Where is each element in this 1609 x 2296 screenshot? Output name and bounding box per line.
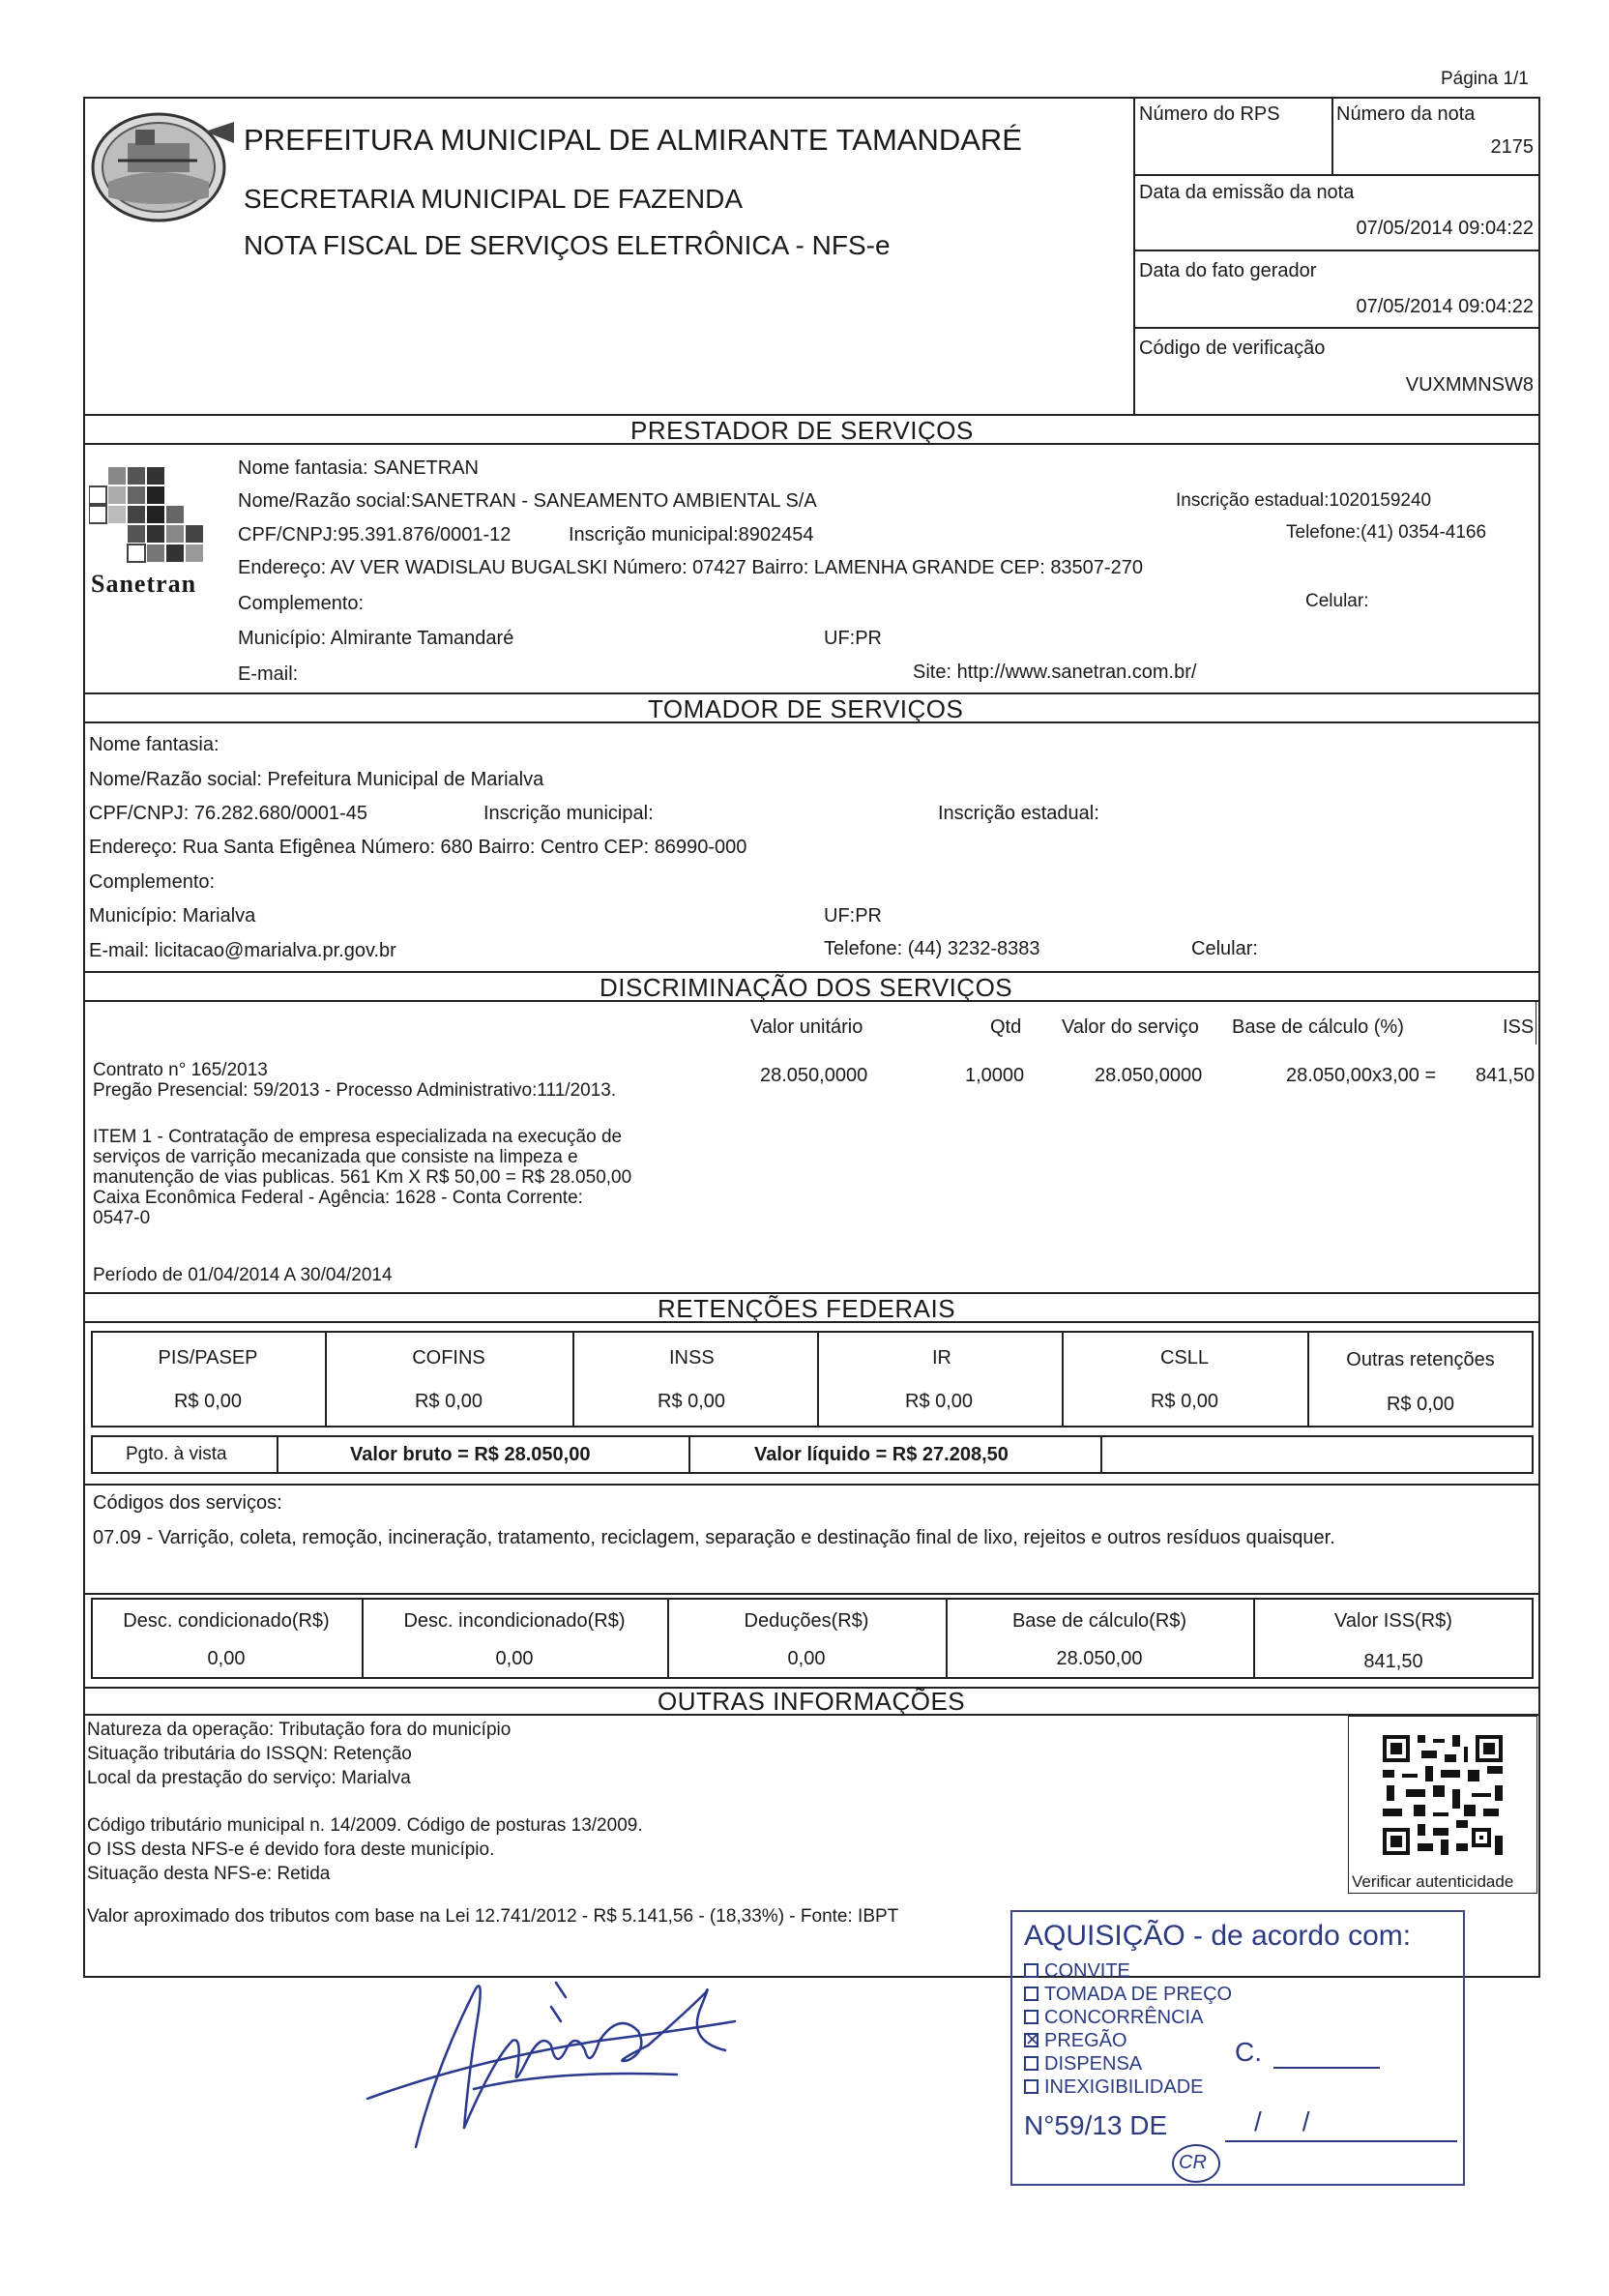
- header-secretaria: SECRETARIA MUNICIPAL DE FAZENDA: [244, 184, 744, 214]
- tributos-aproximados: Valor aproximado dos tributos com base na Lei 12.741/2012 - R$ 5.141,56 - (18,33%) - Fonte: IBPT: [87, 1906, 899, 1927]
- aquisicao-stamp: [1010, 1910, 1465, 2186]
- qtd-value: 1,0000: [965, 1065, 1025, 1086]
- discriminacao-line: Caixa Econômica Federal - Agência: 1628 - Conta Corrente:: [93, 1188, 583, 1208]
- tomador-email: E-mail: licitacao@marialva.pr.gov.br: [89, 940, 396, 961]
- prestador-nome-fantasia: Nome fantasia: SANETRAN: [238, 457, 479, 479]
- prestador-celular: Celular:: [1305, 591, 1369, 611]
- stamp-initials: CR: [1179, 2152, 1207, 2173]
- sanetran-logo-text: Sanetran: [91, 570, 197, 598]
- outras-line: O ISS desta NFS-e é devido fora deste município.: [87, 1840, 495, 1860]
- desc-incondicionado-label: Desc. incondicionado(R$): [403, 1610, 626, 1632]
- valor-bruto: Valor bruto = R$ 28.050,00: [350, 1444, 591, 1465]
- retencoes-title: RETENÇÕES FEDERAIS: [658, 1294, 956, 1323]
- signature-icon: [358, 1954, 764, 2166]
- tomador-cpf-cnpj: CPF/CNPJ: 76.282.680/0001-45: [89, 803, 367, 824]
- prestador-razao-social: Nome/Razão social:SANETRAN - SANEAMENTO AMBIENTAL S/A: [238, 490, 817, 512]
- inss-label: INSS: [669, 1347, 715, 1369]
- fato-gerador-label: Data do fato gerador: [1139, 260, 1317, 281]
- stamp-option-concorrencia: CONCORRÊNCIA: [1024, 2007, 1203, 2028]
- prestador-site: Site: http://www.sanetran.com.br/: [913, 662, 1197, 683]
- tomador-telefone: Telefone: (44) 3232-8383: [824, 938, 1040, 959]
- prestador-complemento: Complemento:: [238, 593, 365, 614]
- tomador-title: TOMADOR DE SERVIÇOS: [648, 694, 964, 723]
- cofins-value: R$ 0,00: [414, 1391, 483, 1412]
- tomador-uf: UF:PR: [824, 905, 882, 927]
- checkbox-pregao[interactable]: [1024, 2033, 1039, 2047]
- stamp-option-convite: CONVITE: [1024, 1960, 1130, 1982]
- col-base-calculo: Base de cálculo (%): [1232, 1016, 1404, 1038]
- discriminacao-title: DISCRIMINAÇÃO DOS SERVIÇOS: [600, 973, 1013, 1002]
- pis-pasep-label: PIS/PASEP: [158, 1347, 258, 1369]
- csll-value: R$ 0,00: [1150, 1391, 1219, 1412]
- tomador-endereco: Endereço: Rua Santa Efigênea Número: 680 Bairro: Centro CEP: 86990-000: [89, 837, 747, 858]
- stamp-option-pregao: ✕PREGÃO: [1024, 2030, 1127, 2051]
- col-valor-unitario: Valor unitário: [750, 1016, 863, 1038]
- outras-line: Situação desta NFS-e: Retida: [87, 1864, 331, 1884]
- discriminacao-periodo: Período de 01/04/2014 A 30/04/2014: [93, 1265, 393, 1285]
- prestador-insc-estadual: Inscrição estadual:1020159240: [1176, 490, 1432, 511]
- deducoes-label: Deduções(R$): [744, 1610, 869, 1632]
- stamp-c-label: C.: [1235, 2037, 1262, 2067]
- discriminacao-line: 0547-0: [93, 1208, 151, 1228]
- valor-unitario-value: 28.050,0000: [760, 1065, 868, 1086]
- base-calculo-value: 28.050,00x3,00 =: [1286, 1065, 1437, 1086]
- outras-informacoes-title: OUTRAS INFORMAÇÕES: [658, 1687, 966, 1716]
- codigos-label: Códigos dos serviços:: [93, 1492, 282, 1514]
- pis-pasep-value: R$ 0,00: [173, 1391, 243, 1412]
- discriminacao-line: Contrato n° 165/2013: [93, 1060, 268, 1080]
- desc-condicionado-label: Desc. condicionado(R$): [123, 1610, 330, 1632]
- stamp-numero: N°59/13 DE: [1024, 2110, 1168, 2140]
- tomador-insc-municipal: Inscrição municipal:: [483, 803, 654, 824]
- deducoes-value: 0,00: [787, 1648, 826, 1669]
- stamp-date-slashes: / /: [1254, 2106, 1310, 2136]
- nota-label: Número da nota: [1336, 103, 1476, 125]
- valor-iss-value: 841,50: [1363, 1651, 1423, 1672]
- tomador-celular: Celular:: [1191, 938, 1258, 959]
- col-iss: ISS: [1503, 1016, 1535, 1038]
- checkbox-inexigibilidade[interactable]: [1024, 2079, 1039, 2094]
- pgto-a-vista: Pgto. à vista: [126, 1444, 227, 1464]
- outras-line: Situação tributária do ISSQN: Retenção: [87, 1744, 412, 1764]
- prestador-insc-municipal: Inscrição municipal:8902454: [569, 524, 814, 545]
- prestador-municipio: Município: Almirante Tamandaré: [238, 628, 514, 649]
- valor-liquido: Valor líquido = R$ 27.208,50: [754, 1444, 1009, 1465]
- outras-line: Natureza da operação: Tributação fora do município: [87, 1720, 512, 1740]
- valor-iss-label: Valor ISS(R$): [1334, 1610, 1452, 1632]
- tomador-complemento: Complemento:: [89, 871, 216, 893]
- ir-label: IR: [932, 1347, 951, 1369]
- header-prefeitura: PREFEITURA MUNICIPAL DE ALMIRANTE TAMANDARÉ: [244, 123, 1022, 157]
- emissao-label: Data da emissão da nota: [1139, 182, 1355, 203]
- tomador-nome-fantasia: Nome fantasia:: [89, 734, 219, 755]
- outras-retencoes-value: R$ 0,00: [1386, 1394, 1455, 1415]
- fato-gerador-value: 07/05/2014 09:04:22: [1356, 296, 1534, 317]
- stamp-option-inexigibilidade: INEXIGIBILIDADE: [1024, 2076, 1204, 2098]
- municipal-seal-icon: [89, 104, 242, 225]
- verificacao-label: Código de verificação: [1139, 338, 1326, 359]
- prestador-telefone: Telefone:(41) 0354-4166: [1286, 522, 1487, 543]
- checkbox-dispensa[interactable]: [1024, 2056, 1039, 2071]
- verificacao-value: VUXMMNSW8: [1405, 374, 1534, 396]
- stamp-option-dispensa: DISPENSA: [1024, 2053, 1142, 2075]
- page-number: Página 1/1: [1441, 69, 1529, 89]
- prestador-uf: UF:PR: [824, 628, 882, 649]
- codigos-value: 07.09 - Varrição, coleta, remoção, incineração, tratamento, reciclagem, separação e destinação final de lixo, rejeitos e outros resíduos quaisquer.: [93, 1527, 1335, 1548]
- checkbox-concorrencia[interactable]: [1024, 2010, 1039, 2024]
- valor-servico-value: 28.050,0000: [1095, 1065, 1203, 1086]
- prestador-email: E-mail:: [238, 663, 299, 685]
- cofins-label: COFINS: [412, 1347, 485, 1369]
- outras-retencoes-label: Outras retenções: [1346, 1349, 1495, 1370]
- discriminacao-line: Pregão Presencial: 59/2013 - Processo Administrativo:111/2013.: [93, 1080, 617, 1101]
- outras-line: Local da prestação do serviço: Marialva: [87, 1768, 411, 1788]
- stamp-option-tomada: TOMADA DE PREÇO: [1024, 1984, 1232, 2005]
- outras-line: Código tributário municipal n. 14/2009. Código de posturas 13/2009.: [87, 1815, 643, 1836]
- prestador-endereco: Endereço: AV VER WADISLAU BUGALSKI Número: 07427 Bairro: LAMENHA GRANDE CEP: 83507-270: [238, 557, 1143, 578]
- tomador-municipio: Município: Marialva: [89, 905, 256, 927]
- qr-code-icon[interactable]: [1379, 1731, 1507, 1859]
- tomador-razao-social: Nome/Razão social: Prefeitura Municipal de Marialva: [89, 769, 544, 790]
- discriminacao-line: manutenção de vias publicas. 561 Km X R$ 50,00 = R$ 28.050,00: [93, 1167, 632, 1188]
- emissao-value: 07/05/2014 09:04:22: [1356, 218, 1534, 239]
- col-valor-servico: Valor do serviço: [1062, 1016, 1199, 1038]
- base-calculo-total-label: Base de cálculo(R$): [1011, 1610, 1187, 1632]
- checkbox-convite[interactable]: [1024, 1963, 1039, 1978]
- prestador-cpf-cnpj: CPF/CNPJ:95.391.876/0001-12: [238, 524, 512, 545]
- stamp-title: AQUISIÇÃO - de acordo com:: [1024, 1920, 1412, 1952]
- col-qtd: Qtd: [990, 1016, 1022, 1038]
- csll-label: CSLL: [1159, 1347, 1210, 1369]
- checkbox-tomada-preco[interactable]: [1024, 1987, 1039, 2001]
- ir-value: R$ 0,00: [905, 1391, 974, 1412]
- prestador-title: PRESTADOR DE SERVIÇOS: [630, 416, 974, 445]
- discriminacao-line: ITEM 1 - Contratação de empresa especializada na execução de: [93, 1127, 623, 1147]
- tomador-insc-estadual: Inscrição estadual:: [938, 803, 1099, 824]
- verificar-autenticidade[interactable]: Verificar autenticidade: [1352, 1872, 1514, 1891]
- discriminacao-line: serviços de varrição mecanizada que consiste na limpeza e: [93, 1147, 578, 1167]
- header-doc-title: NOTA FISCAL DE SERVIÇOS ELETRÔNICA - NFS-e: [244, 230, 891, 260]
- desc-condicionado-value: 0,00: [207, 1648, 246, 1669]
- base-calculo-total-value: 28.050,00: [1056, 1648, 1143, 1669]
- rps-label: Número do RPS: [1139, 103, 1280, 125]
- iss-value: 841,50: [1476, 1065, 1536, 1086]
- desc-incondicionado-value: 0,00: [495, 1648, 534, 1669]
- inss-value: R$ 0,00: [658, 1391, 726, 1412]
- nota-value: 2175: [1490, 136, 1534, 158]
